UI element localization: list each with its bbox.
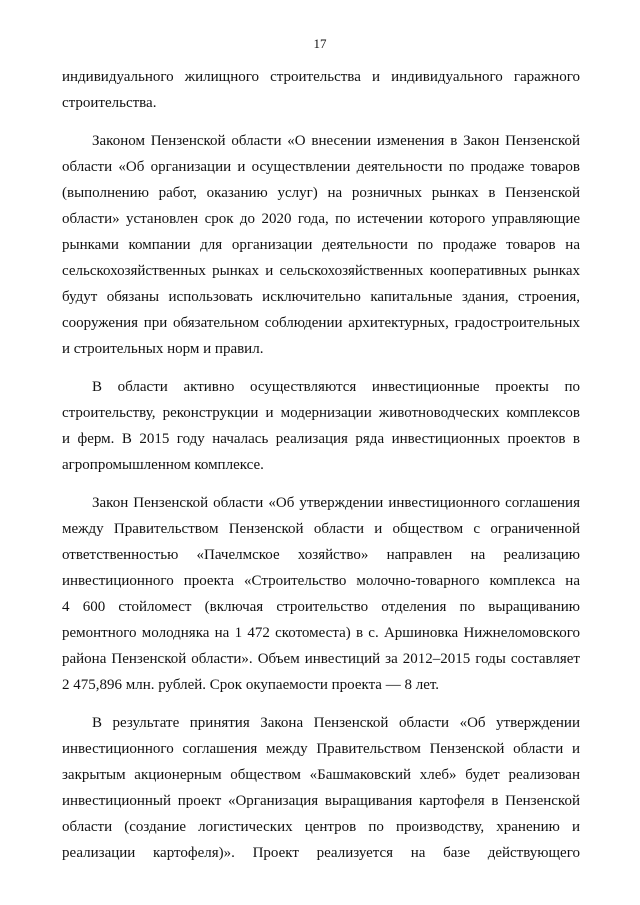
text-line: инвестиционного проекта «Строительство молочно-товарного комплекса на (62, 573, 580, 589)
text-line: рынками компании для организации деятельности по продаже товаров на (62, 237, 580, 253)
text-line: строительству, реконструкции и модернизации животноводческих комплексов (62, 405, 580, 421)
paragraph (62, 64, 580, 116)
text-line: агропромышленном комплексе. (62, 457, 264, 473)
text-line: между Правительством Пензенской области и обществом с ограниченной (62, 521, 580, 537)
document-body (62, 64, 580, 866)
text-line: и ферм. В 2015 году началась реализация ряда инвестиционных проектов в (62, 431, 580, 447)
text-line: инвестиционный проект «Организация выращивания картофеля в Пензенской (62, 793, 580, 809)
text-line: ремонтного молодняка на 1 472 скотоместа) в с. Аршиновка Нижнеломовского (62, 625, 580, 641)
paragraph (62, 710, 580, 866)
paragraph (62, 490, 580, 698)
text-line: реализации картофеля)». Проект реализуется на базе действующего (62, 845, 580, 861)
text-line: района Пензенской области». Объем инвестиций за 2012–2015 годы составляет (62, 651, 580, 667)
text-line: строительства. (62, 95, 157, 111)
paragraph (62, 128, 580, 362)
text-line: области» установлен срок до 2020 года, по истечении которого управляющие (62, 211, 580, 227)
paragraph (62, 374, 580, 478)
text-line: области «Об организации и осуществлении деятельности по продаже товаров (62, 159, 580, 175)
text-line: В области активно осуществляются инвестиционные проекты по (92, 379, 580, 395)
text-line: области (создание логистических центров по производству, хранению и (62, 819, 580, 835)
text-line: (выполнению работ, оказанию услуг) на розничных рынках в Пензенской (62, 185, 580, 201)
text-line: и строительных норм и правил. (62, 341, 264, 357)
text-line: сельскохозяйственных рынках и сельскохозяйственных кооперативных рынках (62, 263, 580, 279)
text-line: 2 475,896 млн. рублей. Срок окупаемости проекта — 8 лет. (62, 677, 440, 693)
text-line: Законом Пензенской области «О внесении изменения в Закон Пензенской (92, 133, 580, 149)
text-line: 4 600 стойломест (включая строительство отделения по выращиванию (62, 599, 580, 615)
text-line: инвестиционного соглашения между Правительством Пензенской области и (62, 741, 580, 757)
text-line: индивидуального жилищного строительства и индивидуального гаражного (62, 69, 580, 85)
text-line: закрытым акционерным обществом «Башмаковский хлеб» будет реализован (62, 767, 580, 783)
text-line: Закон Пензенской области «Об утверждении инвестиционного соглашения (92, 495, 580, 511)
text-line: ответственностью «Пачелмское хозяйство» направлен на реализацию (62, 547, 580, 563)
text-line: сооружения при обязательном соблюдении архитектурных, градостроительных (62, 315, 580, 331)
text-line: будут обязаны использовать исключительно капитальные здания, строения, (62, 289, 580, 305)
text-line: В результате принятия Закона Пензенской области «Об утверждении (92, 715, 580, 731)
page-number: 17 (313, 36, 327, 51)
